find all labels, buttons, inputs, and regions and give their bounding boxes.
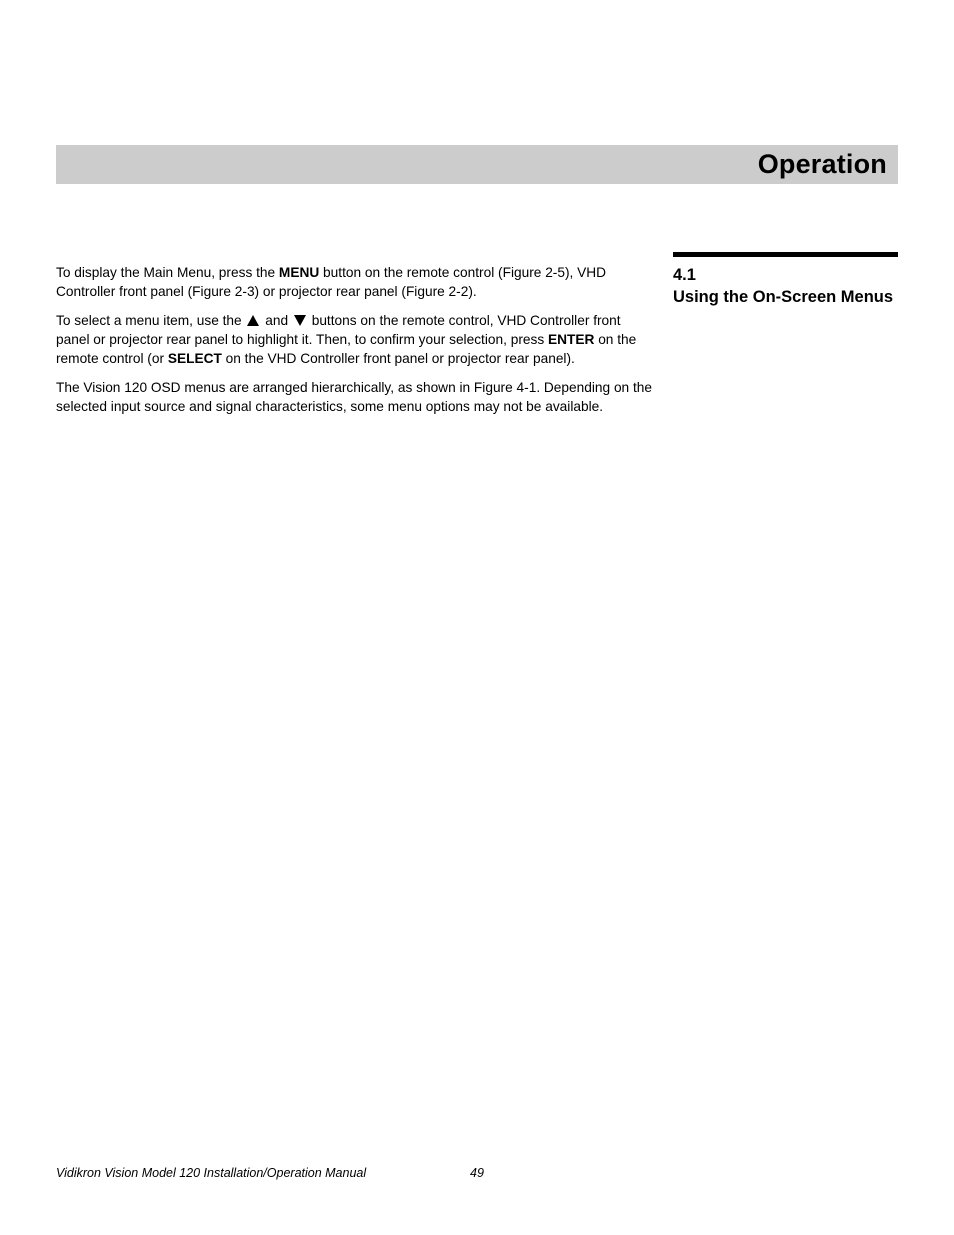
text-run: on the remote control (or <box>56 332 637 366</box>
paragraph-menu-hierarchy <box>56 378 656 416</box>
down-arrow-icon <box>294 315 306 326</box>
chapter-title: Operation <box>757 149 887 179</box>
footer-manual-title: Vidikron Vision Model 120 Installation/Operation Manual <box>56 1166 367 1180</box>
text-run: The Vision 120 OSD menus are arranged hierarchically, as shown in Figure 4-1. Depending on the selected input source and signal characteristics, some menu options may not be available. <box>56 380 652 414</box>
up-arrow-icon <box>247 315 259 326</box>
menu-key-label: MENU <box>278 265 320 280</box>
text-run: button on the remote control (Figure 2-5), VHD Controller front panel (Figure 2-3) or projector rear panel (Figure 2-2). <box>56 265 607 299</box>
section-number: 4.1 <box>673 266 696 284</box>
section-rule <box>673 252 898 257</box>
body-text <box>56 263 656 426</box>
section-title: Using the On-Screen Menus <box>673 288 894 306</box>
enter-key-label: ENTER <box>548 332 595 347</box>
footer-page-number: 49 <box>470 1166 484 1180</box>
paragraph-main-menu <box>56 263 656 301</box>
chapter-header-bar <box>56 145 898 184</box>
text-run: on the VHD Controller front panel or projector rear panel). <box>221 351 575 366</box>
text-run: buttons on the remote control, VHD Controller front panel or projector rear panel to highlight it. Then, to confirm your selection, press <box>56 313 621 347</box>
text-run: and <box>261 313 292 328</box>
select-key-label: SELECT <box>167 351 222 366</box>
text-run: To select a menu item, use the <box>56 313 246 328</box>
paragraph-select-item <box>56 311 656 368</box>
section-heading <box>673 264 898 308</box>
text-run: To display the Main Menu, press the <box>56 265 279 280</box>
